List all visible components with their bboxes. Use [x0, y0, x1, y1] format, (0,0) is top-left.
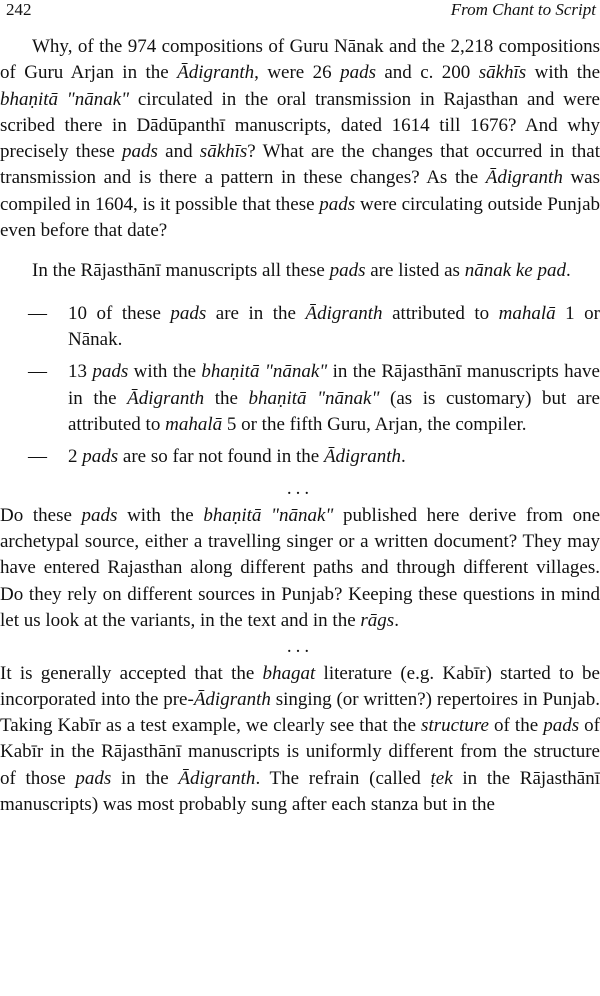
paragraph-manuscripts [0, 258, 600, 284]
text-run: Do these [0, 504, 82, 526]
italic-run: pads [122, 141, 158, 163]
paragraph-kabir [0, 661, 600, 819]
italic-run: pads [81, 504, 118, 526]
list-item [0, 301, 600, 354]
text-run: 2 [68, 446, 83, 468]
section-separator: ... [286, 636, 314, 658]
text-run: in the Rājasthānī manuscripts) was most probably sung after each stanza but in the [0, 767, 600, 816]
text-run: It is generally accepted that the [0, 662, 263, 684]
italic-run: pads [319, 193, 356, 215]
dash-bullet: — [28, 361, 47, 383]
italic-run: bhaṇitā "nānak" [0, 88, 130, 110]
text-run: . The refrain (called [255, 767, 431, 789]
dash-bullet: — [28, 446, 47, 468]
paragraph-archetype [0, 503, 600, 634]
text-run: (as is customary) but are attributed to [68, 387, 600, 435]
text-run: of Kabīr in the Rājasthānī manuscripts is uniformly different from the structure of those [0, 715, 600, 789]
italic-run: pads [329, 260, 366, 282]
text-run: 5 or the fifth Guru, Arjan, the compiler. [222, 413, 527, 435]
text-run: with the [117, 504, 204, 526]
italic-run: Ādigranth [177, 62, 255, 84]
text-run: circulated in the oral transmission in Rajasthan and were scribed there in Dādūpanthī manuscripts, dated 1614 till 1676? And why precisely these [0, 88, 600, 163]
text-run: In the Rājasthānī manuscripts all these [32, 260, 330, 282]
italic-run: pads [92, 361, 129, 383]
text-run: . [401, 446, 406, 468]
text-run: and [157, 141, 200, 163]
text-run: and c. 200 [375, 62, 479, 84]
text-run: with the [526, 62, 600, 84]
text-run: 13 [68, 361, 93, 383]
page-header [6, 0, 596, 22]
italic-run: ṭek [430, 767, 453, 789]
italic-run: nānak ke pad [464, 260, 566, 282]
text-run: are so far not found in the [118, 446, 324, 468]
italic-run: pads [340, 62, 376, 84]
italic-run: pads [170, 302, 207, 324]
italic-run: mahalā [498, 302, 556, 324]
paragraph-questions [0, 34, 600, 244]
italic-run: bhaṇitā "nānak" [203, 504, 334, 526]
text-run: singing (or written?) repertoires in Punjab. Taking Kabīr as a test example, we clearly see that the [0, 688, 600, 737]
list-item [0, 444, 600, 470]
page-number: 242 [6, 0, 32, 19]
dash-bullet: — [28, 302, 47, 324]
text-run: . [394, 609, 399, 631]
text-run: with the [128, 361, 202, 383]
text-run: in the [111, 767, 179, 789]
italic-run: bhagat [262, 662, 316, 684]
text-run: are listed as [365, 260, 465, 282]
italic-run: Ādigranth [193, 688, 271, 710]
pad-list [0, 301, 600, 471]
text-run: , were 26 [254, 62, 341, 84]
italic-run: rāgs [360, 609, 395, 631]
italic-run: sākhīs [478, 62, 527, 84]
text-run: in the Rājasthānī manuscripts have in the [68, 361, 600, 409]
section-separator: ... [286, 478, 314, 500]
page-body [0, 34, 600, 818]
italic-run: Ādigranth [485, 167, 563, 189]
text-run: published here derive from one archetypal source, either a travelling singer or a written document? They may have entered Rajasthan along different paths and through different villages. Do they rely on different sources in Punjab? Keeping these questions in mind let us look at the variants, in the text and in the [0, 504, 600, 631]
italic-run: Ādigranth [305, 302, 383, 324]
text-run: 1 or Nānak. [68, 302, 600, 350]
italic-run: pads [75, 767, 112, 789]
text-run: attributed to [382, 302, 499, 324]
text-run: are in the [206, 302, 306, 324]
list-item [0, 359, 600, 438]
text-run: the [204, 387, 249, 409]
italic-run: pads [543, 715, 580, 737]
italic-run: structure [421, 715, 489, 737]
italic-run: bhaṇitā "nānak" [248, 387, 380, 409]
italic-run: Ādigranth [323, 446, 401, 468]
italic-run: pads [82, 446, 119, 468]
italic-run: mahalā [165, 413, 223, 435]
italic-run: sākhīs [199, 141, 248, 163]
text-run: 10 of these [68, 302, 171, 324]
italic-run: Ādigranth [178, 767, 256, 789]
text-run: literature (e.g. Kabīr) started to be incorporated into the pre- [0, 662, 600, 710]
text-run: . [566, 260, 571, 282]
text-run: was compiled in 1604, is it possible that these [0, 167, 600, 215]
text-run: of the [488, 715, 544, 737]
running-title: From Chant to Script [450, 0, 596, 19]
text-run: ? What are the changes that occurred in that transmission and is there a pattern in these changes? As the [0, 141, 600, 189]
text-run: were circulating outside Punjab even before that date? [0, 193, 600, 242]
italic-run: Ādigranth [127, 387, 205, 409]
text-run: Why, of the 974 compositions of Guru Nānak and the 2,218 compositions of Guru Arjan in the [0, 36, 600, 84]
italic-run: bhaṇitā "nānak" [201, 361, 328, 383]
